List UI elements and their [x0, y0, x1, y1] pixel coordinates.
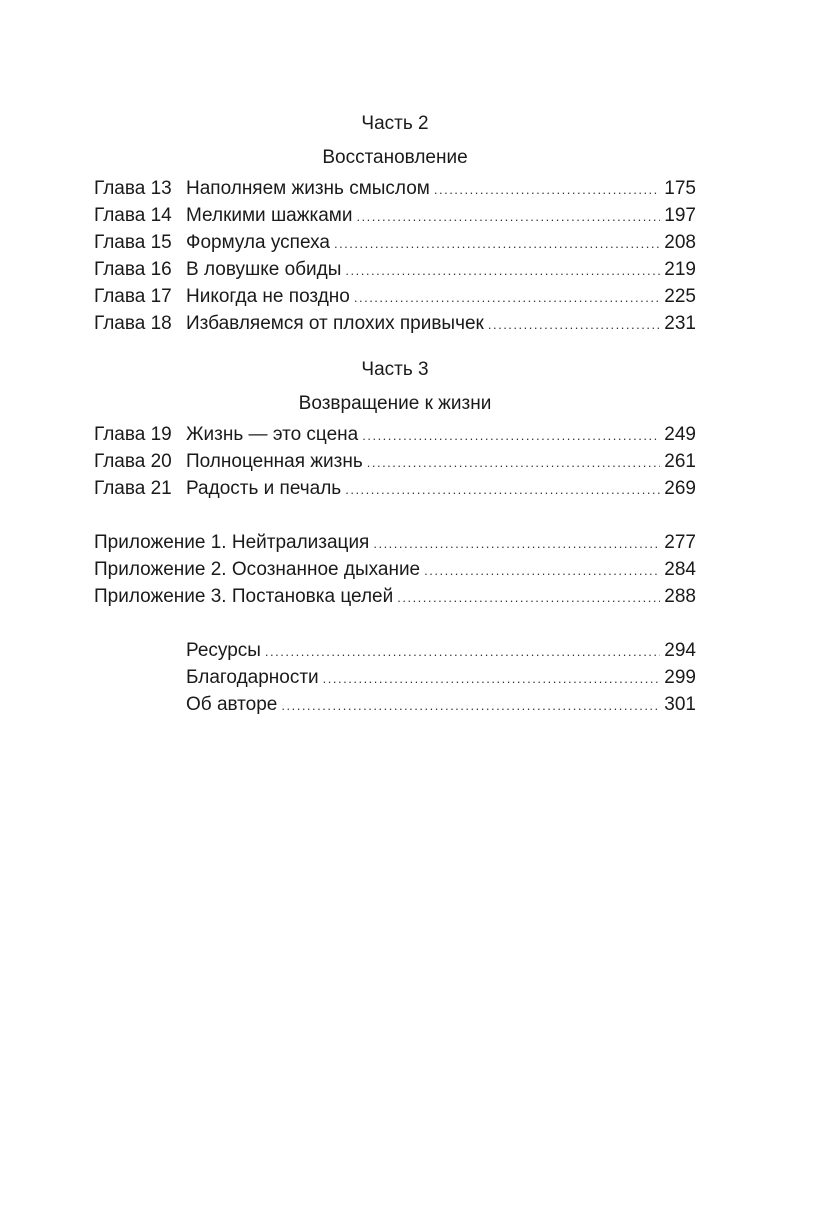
- dot-leader: [356, 205, 660, 229]
- chapter-title: Формула успеха: [186, 232, 330, 253]
- chapter-label: Глава 18: [94, 313, 172, 334]
- toc-entry-chapter-19[interactable]: [94, 423, 696, 448]
- chapter-title: Полноценная жизнь: [186, 451, 363, 472]
- appendix-title: Приложение 3. Постановка целей: [94, 586, 394, 607]
- chapter-title: Жизнь — это сцена: [186, 424, 359, 445]
- chapter-label: Глава 17: [94, 286, 172, 307]
- page-number: 261: [664, 451, 696, 472]
- toc-entry-chapter-21[interactable]: [94, 477, 696, 502]
- chapter-title: Никогда не поздно: [186, 286, 350, 307]
- chapter-title: В ловушке обиды: [186, 259, 342, 280]
- chapter-title: Мелкими шажками: [186, 205, 353, 226]
- dot-leader: [488, 313, 660, 337]
- page-number: 249: [664, 424, 696, 445]
- page-number: 288: [664, 586, 696, 607]
- page-number: 301: [664, 694, 696, 715]
- page-number: 225: [664, 286, 696, 307]
- page-number: 294: [664, 640, 696, 661]
- toc-entry-chapter-20[interactable]: [94, 450, 696, 475]
- chapter-label: Глава 21: [94, 478, 172, 499]
- toc-entry-chapter-13[interactable]: [94, 177, 696, 202]
- chapter-label: Глава 13: [94, 178, 172, 199]
- dot-leader: [397, 586, 660, 610]
- page-number: 175: [664, 178, 696, 199]
- dot-leader: [367, 451, 661, 475]
- toc-entry-chapter-14[interactable]: [94, 204, 696, 229]
- chapter-title: Наполняем жизнь смыслом: [186, 178, 430, 199]
- dot-leader: [434, 178, 660, 202]
- part-2-heading: Часть 2: [361, 113, 429, 134]
- backmatter-title: Об авторе: [186, 694, 278, 715]
- toc-entry-appendix-3[interactable]: [94, 585, 696, 610]
- chapter-label: Глава 16: [94, 259, 172, 280]
- dot-leader: [323, 667, 661, 691]
- page-number: 299: [664, 667, 696, 688]
- page-number: 284: [664, 559, 696, 580]
- dot-leader: [345, 478, 660, 502]
- dot-leader: [362, 424, 660, 448]
- toc-entry-chapter-17[interactable]: [94, 285, 696, 310]
- toc-entry-chapter-15[interactable]: [94, 231, 696, 256]
- appendix-title: Приложение 2. Осознанное дыхание: [94, 559, 421, 580]
- toc-entry-acknowledgements[interactable]: [186, 666, 696, 691]
- backmatter-title: Ресурсы: [186, 640, 261, 661]
- page-number: 219: [664, 259, 696, 280]
- dot-leader: [345, 259, 660, 283]
- backmatter-title: Благодарности: [186, 667, 319, 688]
- dot-leader: [373, 532, 660, 556]
- part-3-subtitle: Возвращение к жизни: [298, 393, 492, 414]
- toc-entry-appendix-2[interactable]: [94, 558, 696, 583]
- part-2-subtitle: Восстановление: [322, 147, 468, 168]
- dot-leader: [354, 286, 660, 310]
- dot-leader: [265, 640, 660, 664]
- toc-entry-resources[interactable]: [186, 639, 696, 664]
- appendix-title: Приложение 1. Нейтрализация: [94, 532, 370, 553]
- chapter-title: Радость и печаль: [186, 478, 342, 499]
- toc-entry-chapter-16[interactable]: [94, 258, 696, 283]
- dot-leader: [424, 559, 660, 583]
- page-number: 269: [664, 478, 696, 499]
- chapter-label: Глава 19: [94, 424, 172, 445]
- dot-leader: [334, 232, 660, 256]
- toc-entry-about-author[interactable]: [186, 693, 696, 718]
- page-number: 197: [664, 205, 696, 226]
- part-3-heading: Часть 3: [361, 359, 429, 380]
- page-number: 231: [664, 313, 696, 334]
- dot-leader: [281, 694, 660, 718]
- toc-entry-chapter-18[interactable]: [94, 312, 696, 337]
- page-number: 277: [664, 532, 696, 553]
- chapter-label: Глава 20: [94, 451, 172, 472]
- chapter-label: Глава 15: [94, 232, 172, 253]
- chapter-title: Избавляемся от плохих привычек: [186, 313, 484, 334]
- chapter-label: Глава 14: [94, 205, 172, 226]
- page-number: 208: [664, 232, 696, 253]
- toc-entry-appendix-1[interactable]: [94, 531, 696, 556]
